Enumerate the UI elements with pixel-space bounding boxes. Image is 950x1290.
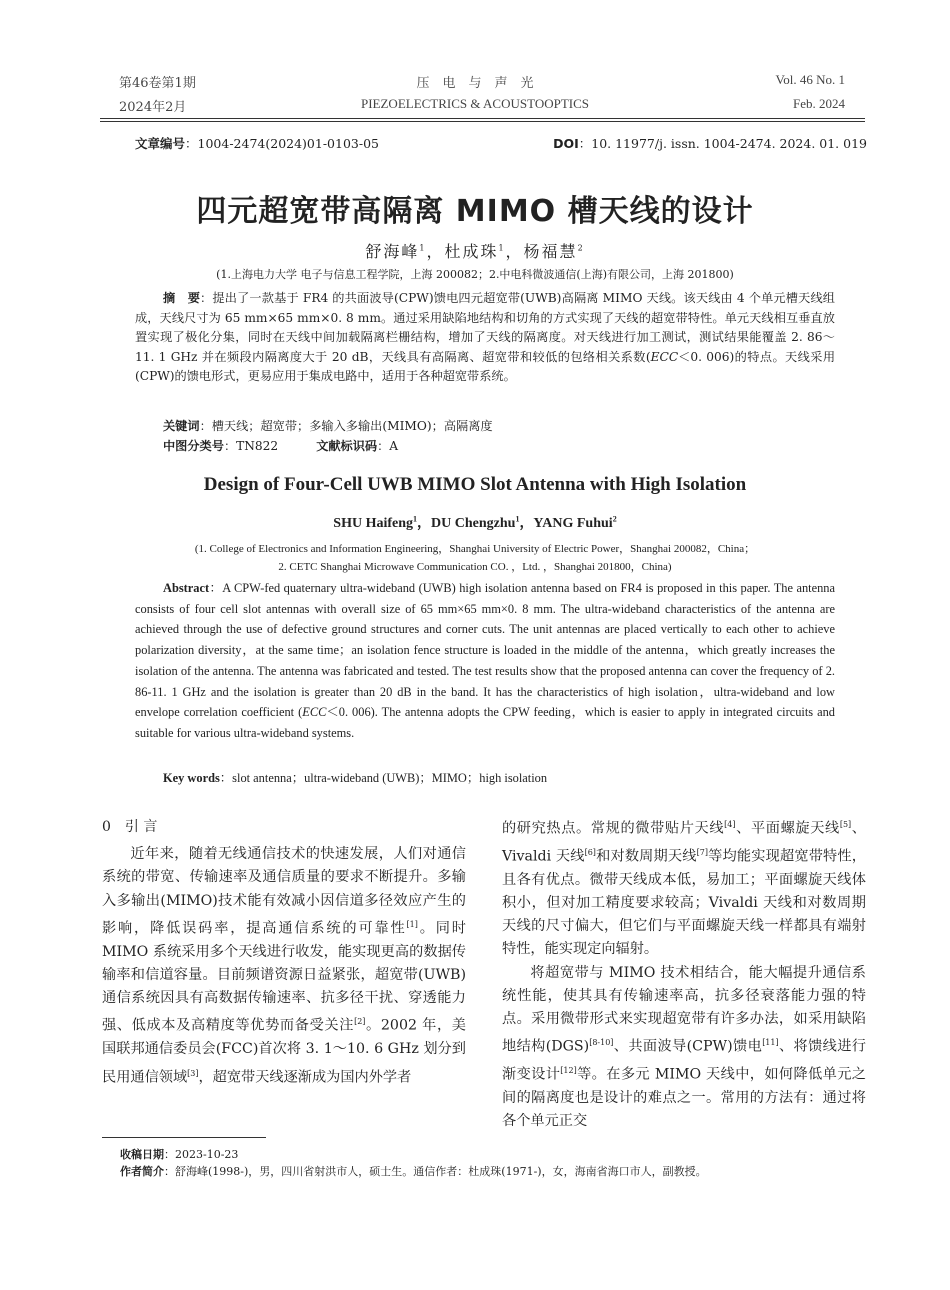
intro-p1-a: 近年来，随着无线通信技术的快速发展，人们对通信系统的带宽、传输速率及通信质量的要求不断提升。多输入多输出(MIMO)技术能有效减小因信道多径效应产生的影响，降低误码率，提高通信系统的可靠性: [102, 846, 466, 937]
title-cn: 四元超宽带高隔离 MIMO 槽天线的设计: [196, 194, 754, 229]
header-date-en: Feb. 2024: [793, 96, 845, 111]
author-3-cn: ，杨福慧: [505, 242, 578, 261]
intro-p1-f: 、平面螺旋天线: [735, 820, 840, 837]
affiliation-en-1: (1. College of Electronics and Information Engineering，Shanghai University of Electric Power，Shanghai 200082，China；: [194, 543, 756, 555]
body-left-column: [102, 816, 466, 1089]
ref-12: [12]: [560, 1066, 577, 1076]
header-rule-top: [100, 118, 865, 119]
author-1-en-aff: 1: [413, 514, 418, 524]
author-bio-value: ：舒海峰(1998-)，男，四川省射洪市人，硕士生。通信作者：杜成珠(1971-)，女，海南省海口市人，副教授。: [164, 1165, 707, 1178]
abstract-cn: [135, 289, 835, 387]
ref-11: [11]: [762, 1038, 779, 1048]
keywords-en: [163, 768, 547, 786]
authors-cn: [0, 239, 950, 262]
ref-5: [5]: [839, 820, 852, 829]
intro-p2-a: 将超宽带与 MIMO 技术相结合，能大幅提升通信系统性能，使其具有传输速率高，抗多径衰落能力强的特点。采用微带形式来实现超宽带有许多办法，如采用缺陷地结构(DGS): [502, 964, 866, 1056]
keywords-en-text: ：slot antenna；ultra-wideband (UWB)；MIMO；high isolation: [219, 771, 548, 785]
keywords-cn-label: 关键词: [163, 419, 200, 433]
ref-6: [6]: [584, 847, 596, 857]
header-volume-cn: 第46卷第1期: [119, 76, 196, 91]
intro-p2-d: 等。在多元 MIMO 天线中，如何降低单元之间的隔离度也是设计的难点之一。常用的方法有：通过将各个单元正交: [502, 1066, 866, 1130]
author-3-en: ，YANG Fuhui: [519, 516, 613, 531]
ref-3: [3]: [187, 1068, 199, 1078]
abstract-cn-ecc: ECC: [650, 349, 679, 364]
doc-code-value: ：A: [377, 439, 399, 453]
keywords-cn-text: ：槽天线；超宽带；多输入多输出(MIMO)；高隔离度: [199, 419, 493, 433]
ref-8-10: [8-10]: [589, 1038, 614, 1048]
author-1-cn: 舒海峰: [365, 242, 420, 261]
abstract-en-ecc: ECC: [302, 705, 327, 720]
header-volume-en: Vol. 46 No. 1: [775, 72, 845, 87]
author-2-cn: ，杜成珠: [426, 242, 499, 261]
footnote-received: [120, 1146, 238, 1162]
keywords-en-label: Key words: [163, 771, 220, 785]
intro-paragraph-2: [502, 962, 866, 1134]
received-value: ：2023-10-23: [164, 1148, 239, 1161]
author-3-cn-aff: 2: [577, 243, 585, 253]
header-date-cn: 2024年2月: [119, 100, 187, 115]
received-label: 收稿日期: [120, 1148, 164, 1161]
affiliation-cn: (1.上海电力大学 电子与信息工程学院，上海 200082；2.中电科微波通信(上海)有限公司，上海 201800): [216, 268, 734, 281]
intro-p1-i: 等均能实现超宽带特性，且各有优点。微带天线成本低，易加工；平面螺旋天线体积小，但对加工精度要求较高；Vivaldi 天线和对数周期天线的尺寸偏大，但它们与平面螺旋天线一样都具有端射特性，能实现定向辐射。: [502, 848, 866, 958]
ref-2: [2]: [354, 1017, 366, 1027]
abstract-cn-text: ：提出了一款基于 FR4 的共面波导(CPW)馈电四元超宽带(UWB)高隔离 MIMO 天线。该天线由 4 个单元槽天线组成，天线尺寸为 65 mm×65 mm×0. 8 mm。通过采用缺陷地结构和切角的方式实现了天线的超宽带特性。单元天线相互垂直放置实现了极化分集，同时在天线中间加载隔离栏栅结构，增加了天线的隔离度。对天线进行加工测试，测试结果能覆盖 2. 86～11. 1 GHz 并在频段内隔离度大于 20 dB，天线具有高隔离、超宽带和较低的包络相关系数(: [135, 291, 835, 364]
classification: [163, 437, 398, 457]
doi-value: ：10. 11977/j. issn. 1004-2474. 2024. 01. 019: [578, 136, 867, 151]
section-heading-intro: 0 引 言: [102, 819, 158, 835]
intro-paragraph-1: [102, 843, 466, 1089]
author-2-en: ，DU Chengzhu: [417, 516, 516, 531]
ref-4: [4]: [724, 820, 736, 829]
abstract-en-text-2: ＜0. 006). The antenna adopts the CPW feeding，which is easier to apply in integrated circuits and suitable for various ultra-wideband systems.: [135, 705, 835, 740]
intro-p2-c: 、将馈线进行渐变设计: [502, 1039, 866, 1083]
author-3-en-aff: 2: [612, 514, 617, 524]
author-2-en-aff: 1: [515, 514, 520, 524]
author-bio-label: 作者简介: [120, 1165, 164, 1178]
article-number: [135, 134, 379, 152]
header-journal-cn: 压 电 与 声 光: [416, 76, 534, 91]
body-right-column: [502, 813, 866, 1134]
ref-1: [1]: [406, 919, 418, 929]
authors-en: [0, 512, 950, 532]
clc-value: ：TN822: [223, 439, 279, 453]
keywords-cn: [163, 417, 493, 437]
ref-7: [7]: [696, 847, 708, 857]
abstract-en-label: Abstract: [163, 581, 210, 595]
intro-p1-c: 。2002 年，美国联邦通信委员会(FCC)首次将 3. 1～10. 6 GHz 划分到民用通信领域: [102, 1018, 466, 1086]
intro-p1-b: 。同时 MIMO 系统采用多个天线进行收发，能实现更高的数据传输率和信道容量。目前频谱资源日益紧张，超宽带(UWB)通信系统因具有高数据传输速率、抗多径干扰、穿透能力强、低成本及高精度等优势而备受关注: [102, 920, 466, 1035]
header-rule-bottom: [100, 121, 865, 122]
intro-p1-g: 、Vivaldi 天线: [502, 820, 866, 865]
intro-p2-b: 、共面波导(CPW)馈电: [613, 1039, 763, 1056]
header-journal-en: PIEZOELECTRICS & ACOUSTOOPTICS: [360, 96, 589, 111]
intro-p1-e: 的研究热点。常规的微带贴片天线: [502, 820, 725, 837]
doi-label: DOI: [553, 136, 579, 151]
abstract-en-text: ：A CPW-fed quaternary ultra-wideband (UWB) high isolation antenna based on FR4 is proposed in this paper. The antenna consists of four cell slot antennas with overall size of 65 mm×65 mm×0. 8 mm. The ultra-wideband characteristics of the antenna are achieved through the use of defective ground structures and corner cuts. The unit antennas are placed vertically to each other to achieve polarization diversity，at the same time；an isolation fence structure is loaded in the middle of the antenna，which greatly increases the isolation of the antenna. The antenna was fabricated and tested. The test results show that the proposed antenna can cover the frequency of 2. 86-11. 1 GHz and the isolation is greater than 20 dB in the band. It has the characteristics of high isolation，ultra-wideband and low envelope correlation coefficient (: [135, 581, 835, 720]
article-number-value: ：1004-2474(2024)01-0103-05: [185, 136, 379, 151]
author-1-en: SHU Haifeng: [333, 516, 414, 531]
title-en: Design of Four-Cell UWB MIMO Slot Antenna with High Isolation: [203, 474, 747, 495]
footnote-rule: [102, 1137, 266, 1138]
abstract-en: [135, 578, 835, 744]
intro-paragraph-1-cont: [502, 813, 866, 962]
author-2-cn-aff: 1: [498, 243, 506, 253]
abstract-cn-label: 摘 要: [163, 291, 201, 305]
doc-code-label: 文献标识码: [316, 439, 378, 453]
author-1-cn-aff: 1: [419, 243, 427, 253]
doi: [553, 134, 867, 152]
article-number-label: 文章编号: [135, 136, 186, 151]
abstract-cn-text-2: ＜0. 006)的特点。天线采用(CPW)的馈电形式，更易应用于集成电路中，适用于各种超宽带系统。: [135, 349, 836, 384]
affiliation-en-2: 2. CETC Shanghai Microwave Communication CO. ，Ltd. ，Shanghai 201800，China): [278, 561, 672, 573]
footnote-author-bio: [120, 1163, 707, 1179]
intro-p1-d: ，超宽带天线逐渐成为国内外学者: [198, 1069, 412, 1086]
intro-p1-h: 和对数周期天线: [595, 848, 697, 865]
clc-label: 中图分类号: [163, 439, 224, 453]
